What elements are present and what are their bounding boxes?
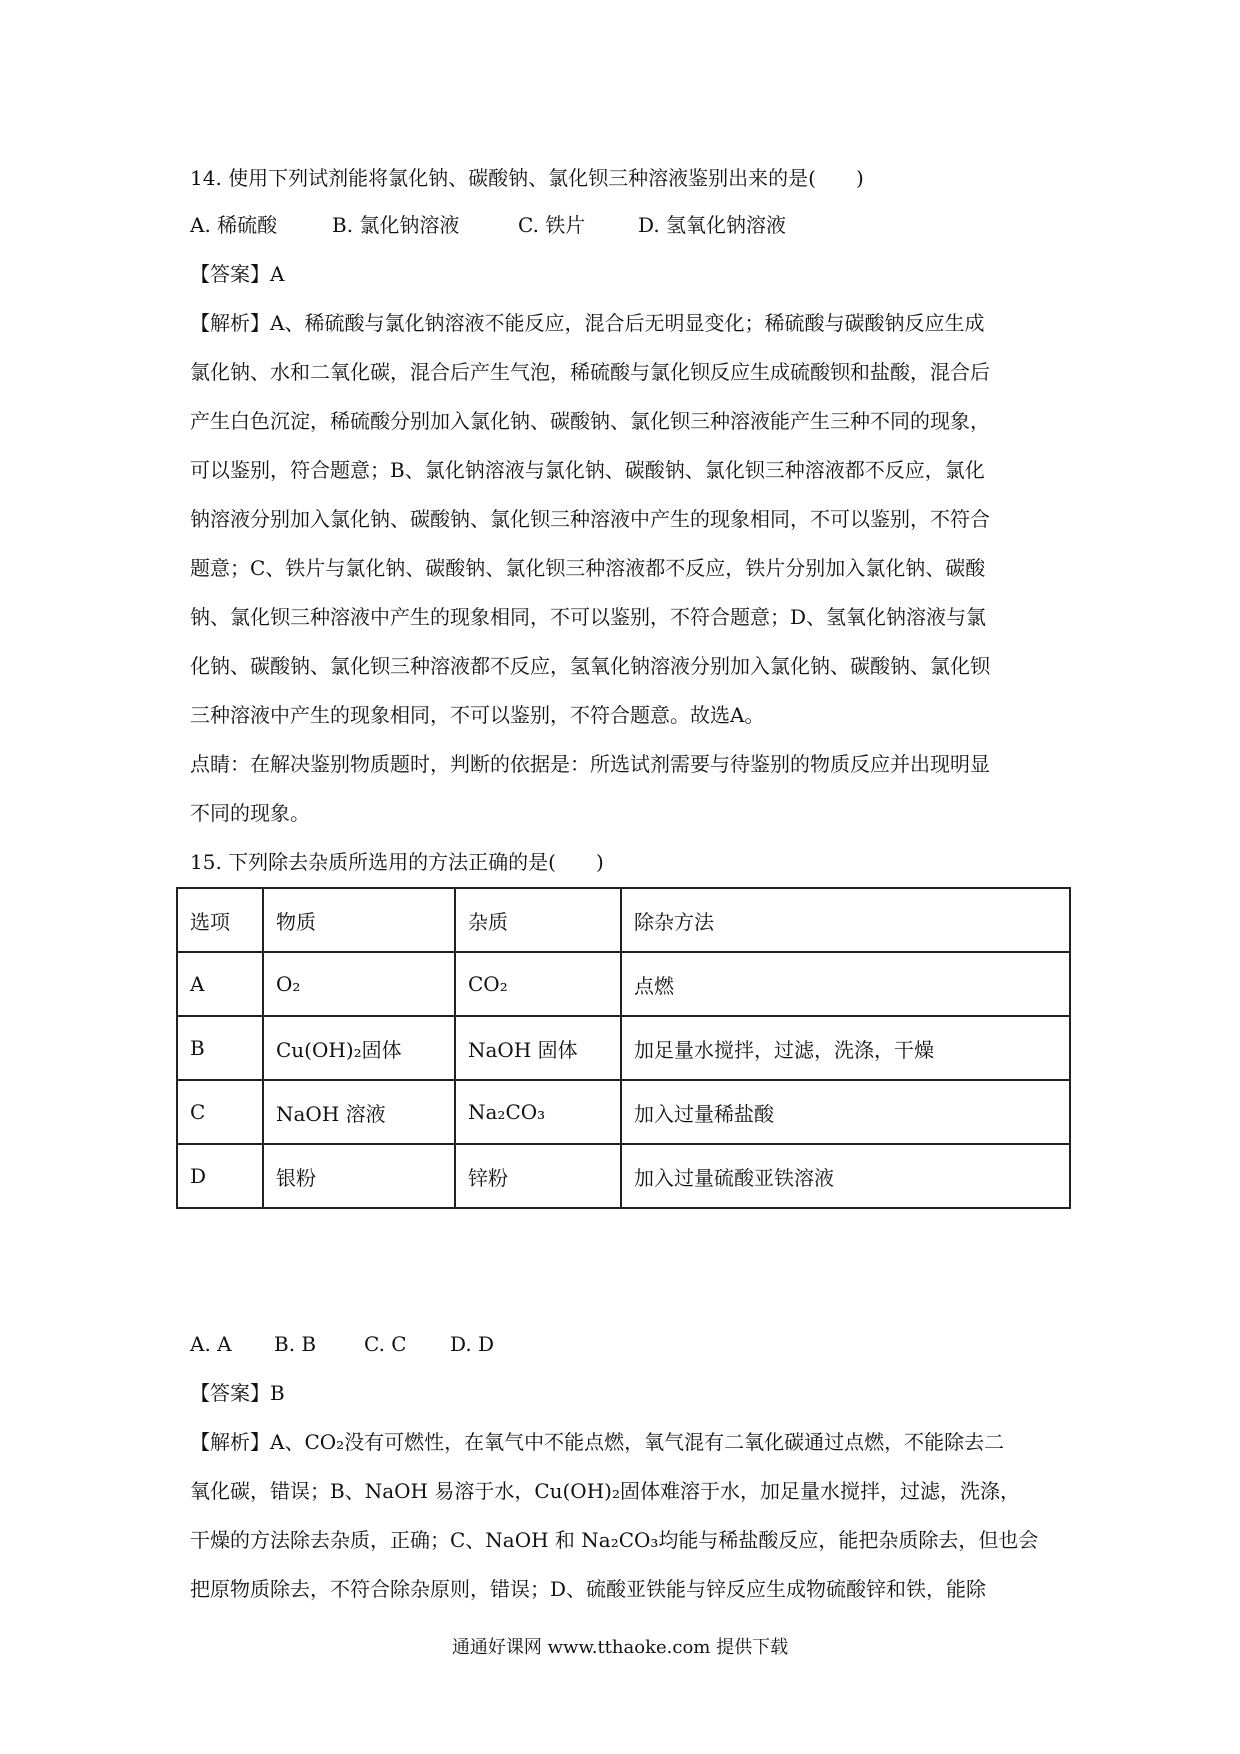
table-cell: 锌粉 — [455, 1144, 621, 1208]
table-header-cell: 选项 — [177, 888, 263, 952]
table-row — [177, 1016, 1070, 1080]
table-cell: CO₂ — [455, 952, 621, 1016]
q14-stem: 14. 使用下列试剂能将氯化钠、碳酸钠、氯化钡三种溶液鉴别出来的是( ) — [190, 166, 864, 190]
q15-option-a: A. A — [190, 1332, 232, 1356]
table-cell: NaOH 固体 — [455, 1016, 621, 1080]
q15-stem: 15. 下列除去杂质所选用的方法正确的是( ) — [190, 850, 604, 874]
q14-option-a: A. 稀硫酸 — [190, 213, 278, 237]
table-cell: B — [177, 1016, 263, 1080]
q14-analysis-line: 钠、氯化钡三种溶液中产生的现象相同，不可以鉴别，不符合题意；D、氢氧化钠溶液与氯 — [190, 605, 987, 629]
table-row — [177, 1080, 1070, 1144]
table-header-cell: 杂质 — [455, 888, 621, 952]
q15-option-d: D. D — [450, 1332, 495, 1356]
table-header-cell: 除杂方法 — [621, 888, 1070, 952]
q15-table — [176, 887, 1071, 1209]
table-row — [177, 1144, 1070, 1208]
table-header-cell: 物质 — [263, 888, 455, 952]
q14-answer: 【答案】A — [190, 262, 285, 286]
table-row — [177, 952, 1070, 1016]
q15-analysis-line: 把原物质除去，不符合除杂原则，错误；D、硫酸亚铁能与锌反应生成物硫酸锌和铁，能除 — [190, 1577, 987, 1601]
table-cell: 点燃 — [621, 952, 1070, 1016]
q14-options — [190, 211, 786, 239]
q14-note-line: 不同的现象。 — [190, 801, 310, 825]
table-cell: D — [177, 1144, 263, 1208]
table-cell: 加入过量稀盐酸 — [621, 1080, 1070, 1144]
table-cell: Cu(OH)₂固体 — [263, 1016, 455, 1080]
q14-option-b: B. 氯化钠溶液 — [332, 213, 460, 237]
q14-option-d: D. 氢氧化钠溶液 — [638, 213, 787, 237]
table-cell: 加足量水搅拌，过滤，洗涤，干燥 — [621, 1016, 1070, 1080]
table-cell: 银粉 — [263, 1144, 455, 1208]
q14-analysis-line: 可以鉴别，符合题意；B、氯化钠溶液与氯化钠、碳酸钠、氯化钡三种溶液都不反应，氯化 — [190, 458, 985, 482]
page-footer: 通通好课网 www.tthaoke.com 提供下载 — [451, 1637, 789, 1658]
table-cell: Na₂CO₃ — [455, 1080, 621, 1144]
q15-analysis-line: 干燥的方法除去杂质，正确；C、NaOH 和 Na₂CO₃均能与稀盐酸反应，能把杂质除去，但也会 — [190, 1528, 1039, 1552]
q14-analysis-line: 钠溶液分别加入氯化钠、碳酸钠、氯化钡三种溶液中产生的现象相同，不可以鉴别，不符合 — [190, 507, 990, 531]
q14-analysis-line: 产生白色沉淀，稀硫酸分别加入氯化钠、碳酸钠、氯化钡三种溶液能产生三种不同的现象， — [190, 409, 990, 433]
q14-note-line: 点睛：在解决鉴别物质题时，判断的依据是：所选试剂需要与待鉴别的物质反应并出现明显 — [190, 752, 990, 776]
table-cell: 加入过量硫酸亚铁溶液 — [621, 1144, 1070, 1208]
q14-analysis-line: 题意；C、铁片与氯化钠、碳酸钠、氯化钡三种溶液都不反应，铁片分别加入氯化钠、碳酸 — [190, 556, 986, 580]
table-cell: O₂ — [263, 952, 455, 1016]
table-cell: C — [177, 1080, 263, 1144]
q14-analysis-line: 化钠、碳酸钠、氯化钡三种溶液都不反应，氢氧化钠溶液分别加入氯化钠、碳酸钠、氯化钡 — [190, 654, 990, 678]
q15-analysis-line: 【解析】A、CO₂没有可燃性，在氧气中不能点燃，氧气混有二氧化碳通过点燃，不能除去二 — [190, 1430, 1005, 1454]
q15-analysis-line: 氧化碳，错误；B、NaOH 易溶于水，Cu(OH)₂固体难溶于水，加足量水搅拌，过滤，洗涤， — [190, 1479, 1020, 1503]
table-header-row — [177, 888, 1070, 952]
table-cell: NaOH 溶液 — [263, 1080, 455, 1144]
q14-analysis-line: 三种溶液中产生的现象相同，不可以鉴别，不符合题意。故选A。 — [190, 703, 765, 727]
q14-option-c: C. 铁片 — [518, 213, 586, 237]
q15-option-c: C. C — [364, 1332, 407, 1356]
q15-option-b: B. B — [274, 1332, 317, 1356]
q14-analysis-line: 【解析】A、稀硫酸与氯化钠溶液不能反应，混合后无明显变化；稀硫酸与碳酸钠反应生成 — [190, 311, 985, 335]
q15-options — [190, 1330, 494, 1358]
q14-analysis-line: 氯化钠、水和二氧化碳，混合后产生气泡，稀硫酸与氯化钡反应生成硫酸钡和盐酸，混合后 — [190, 360, 990, 384]
table-cell: A — [177, 952, 263, 1016]
q15-answer: 【答案】B — [190, 1381, 285, 1405]
